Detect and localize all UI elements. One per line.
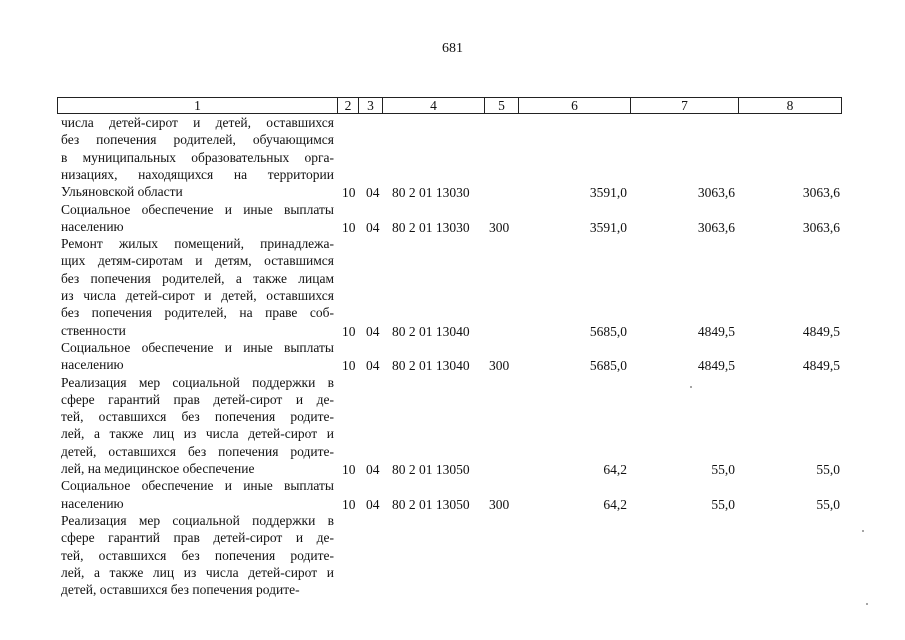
header-col-3: 3 — [359, 98, 383, 113]
row-subsection: 04 — [366, 219, 380, 235]
row-description-line: населению — [61, 495, 124, 511]
row-amount-col6: 5685,0 — [589, 358, 627, 374]
row-description-line: лей, а также лиц из числа детей-сирот и — [61, 564, 334, 580]
row-description-line: в муниципальных образовательных орга- — [61, 149, 334, 165]
row-description-line: сфере гарантий прав детей-сирот и де- — [61, 391, 334, 407]
row-target-code: 80 2 01 13050 — [392, 462, 470, 477]
row-amount-col6: 64,2 — [603, 496, 627, 512]
header-col-1: 1 — [58, 98, 338, 113]
row-description-line: из числа детей-сирот и детей, оставшихся — [61, 288, 334, 303]
row-subsection: 04 — [366, 323, 380, 339]
header-col-7: 7 — [631, 98, 739, 113]
row-description-line: лей, на медицинское обеспечение — [61, 461, 255, 476]
row-section: 10 — [342, 323, 356, 339]
row-description-line: населению — [61, 218, 124, 234]
row-target-code: 80 2 01 13040 — [392, 323, 470, 339]
row-amount-col8: 3063,6 — [802, 219, 840, 235]
scan-speck — [690, 386, 692, 388]
row-description-line: населению — [61, 357, 124, 373]
row-expense-type: 300 — [489, 496, 510, 512]
row-description-line: Реализация мер социальной поддержки в — [61, 374, 334, 390]
row-description-line: тей, оставшихся без попечения родите- — [61, 547, 334, 563]
row-description-line: Реализация мер социальной поддержки в — [61, 512, 334, 528]
row-amount-col8: 4849,5 — [802, 358, 840, 374]
row-section: 10 — [342, 358, 356, 374]
page-number: 681 — [442, 41, 463, 56]
row-amount-col8: 3063,6 — [802, 185, 840, 201]
header-col-4: 4 — [383, 98, 485, 113]
row-section: 10 — [342, 185, 356, 201]
row-amount-col7: 55,0 — [711, 462, 735, 477]
row-description-line: без попечения родителей, на праве соб- — [61, 305, 334, 321]
row-amount-col8: 55,0 — [816, 462, 840, 477]
row-description-line: лей, а также лиц из числа детей-сирот и — [61, 426, 334, 442]
row-description-line: Социальное обеспечение и иные выплаты — [61, 339, 334, 355]
row-amount-col7: 4849,5 — [697, 358, 735, 374]
row-amount-col8: 55,0 — [816, 496, 840, 512]
row-subsection: 04 — [366, 185, 380, 201]
row-description-line: щих детям-сиротам и детям, оставшимся — [61, 253, 334, 269]
table-header — [57, 97, 842, 114]
row-section: 10 — [342, 219, 356, 235]
row-description-line: сфере гарантий прав детей-сирот и де- — [61, 530, 334, 546]
row-amount-col7: 4849,5 — [697, 323, 735, 339]
row-description-line: числа детей-сирот и детей, оставшихся — [61, 115, 334, 130]
row-target-code: 80 2 01 13030 — [392, 185, 470, 201]
row-amount-col6: 5685,0 — [589, 323, 627, 339]
row-section: 10 — [342, 496, 356, 512]
row-amount-col6: 3591,0 — [589, 185, 627, 201]
row-description-line: тей, оставшихся без попечения родите- — [61, 409, 334, 425]
row-target-code: 80 2 01 13030 — [392, 219, 470, 235]
header-col-6: 6 — [519, 98, 631, 113]
row-amount-col6: 64,2 — [603, 462, 627, 477]
row-section: 10 — [342, 462, 356, 477]
row-description-line: Социальное обеспечение и иные выплаты — [61, 201, 334, 217]
row-amount-col7: 55,0 — [711, 496, 735, 512]
row-description-line: детей, оставшихся без попечения родите- — [61, 582, 300, 598]
row-description-line: Социальное обеспечение и иные выплаты — [61, 478, 334, 494]
row-expense-type: 300 — [489, 358, 510, 374]
header-col-8: 8 — [786, 98, 794, 113]
row-target-code: 80 2 01 13050 — [392, 496, 470, 512]
row-description-line: ственности — [61, 322, 126, 338]
row-description-line: без попечения родителей, обучающимся — [61, 132, 334, 148]
row-subsection: 04 — [366, 496, 380, 512]
row-description-line: низациях, находящихся на территории — [61, 166, 334, 182]
row-expense-type: 300 — [489, 219, 510, 235]
row-target-code: 80 2 01 13040 — [392, 358, 470, 374]
row-description-line: детей, оставшихся без попечения родите- — [61, 443, 334, 459]
row-amount-col7: 3063,6 — [697, 219, 735, 235]
row-description-line: Ульяновской области — [61, 184, 183, 200]
row-subsection: 04 — [366, 358, 380, 374]
row-subsection: 04 — [366, 462, 380, 477]
row-amount-col7: 3063,6 — [697, 185, 735, 201]
header-col-5: 5 — [485, 98, 519, 113]
scan-speck — [862, 530, 864, 532]
header-col-2: 2 — [338, 98, 359, 113]
row-amount-col6: 3591,0 — [589, 219, 627, 235]
row-description-line: Ремонт жилых помещений, принадлежа- — [61, 236, 334, 252]
scan-speck — [866, 603, 868, 605]
row-amount-col8: 4849,5 — [802, 323, 840, 339]
row-description-line: без попечения родителей, а также лицам — [61, 270, 334, 286]
